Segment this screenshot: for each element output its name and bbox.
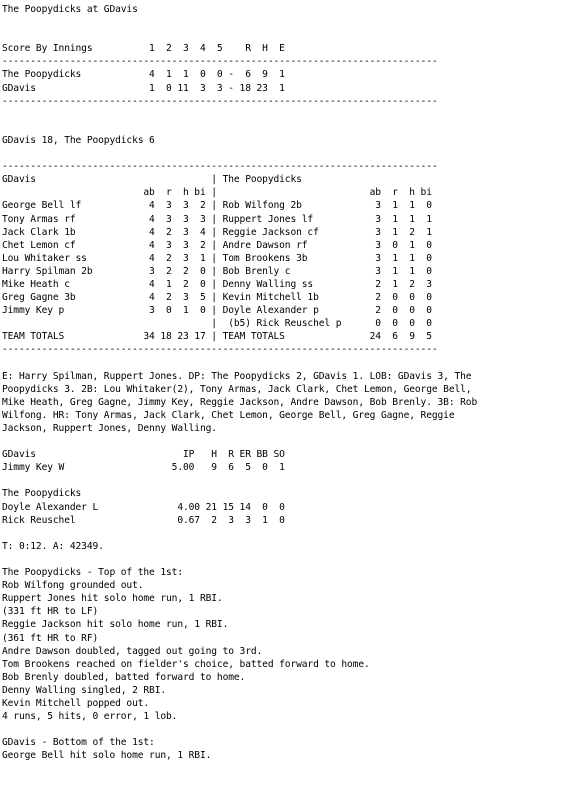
text-line: Poopydicks 3. 2B: Lou Whitaker(2), Tony Armas, Jack Clark, Chet Lemon, George Bell, [2,383,472,395]
text-line: Tony Armas rf 4 3 3 3 | Ruppert Jones lf 3 1 1 1 [2,213,432,225]
text-line: ----------------------------------------------------------------------------- [2,344,438,356]
text-line: Jackson, Ruppert Jones, Denny Walling. [2,423,217,434]
text-line: Wilfong. HR: Tony Armas, Jack Clark, Chet Lemon, George Bell, Greg Gagne, Reggie [2,409,455,421]
text-line: Bob Brenly doubled, batted forward to home. [2,671,246,683]
text-line: The Poopydicks - Top of the 1st: [2,567,183,579]
text-line: E: Harry Spilman, Ruppert Jones. DP: The Poopydicks 2, GDavis 1. LOB: GDavis 3, The [2,370,472,382]
text-line: Jimmy Key W 5.00 9 6 5 0 1 [2,462,285,474]
text-line: 4 runs, 5 hits, 0 error, 1 lob. [2,711,178,723]
text-line: ----------------------------------------------------------------------------- [2,56,438,68]
text-line [2,147,570,160]
text-line: T: 0:12. A: 42349. [2,540,104,552]
text-line: TEAM TOTALS 34 18 23 17 | TEAM TOTALS 24 6 9 5 [2,331,432,343]
text-line [2,108,570,121]
text-line: George Bell hit solo home run, 1 RBI. [2,750,212,762]
text-line: Harry Spilman 2b 3 2 2 0 | Bob Brenly c 3 1 1 0 [2,265,432,277]
text-line: George Bell lf 4 3 3 2 | Rob Wilfong 2b 3 1 1 0 [2,200,432,212]
text-line: GDavis | The Poopydicks [2,174,302,186]
text-line: Reggie Jackson hit solo home run, 1 RBI. [2,619,229,631]
text-line: Score By Innings 1 2 3 4 5 R H E [2,43,285,55]
text-line: The Poopydicks 4 1 1 0 0 - 6 9 1 [2,69,285,81]
text-line: Mike Heath c 4 1 2 0 | Denny Walling ss 2 1 2 3 [2,278,432,290]
text-line: Mike Heath, Greg Gagne, Jimmy Key, Reggie Jackson, Andre Dawson, Bob Brenly. 3B: Rob [2,396,478,408]
text-line: ab r h bi | ab r h bi [2,187,432,199]
text-line: GDavis - Bottom of the 1st: [2,737,155,749]
text-line: Doyle Alexander L 4.00 21 15 14 0 0 [2,501,285,513]
text-line: (361 ft HR to RF) [2,632,99,644]
text-line: Andre Dawson doubled, tagged out going to 3rd. [2,645,263,657]
text-line: Lou Whitaker ss 4 2 3 1 | Tom Brookens 3b 3 1 1 0 [2,252,432,264]
text-line: | (b5) Rick Reuschel p 0 0 0 0 [2,318,432,330]
text-line: Denny Walling singled, 2 RBI. [2,684,167,696]
text-line: The Poopydicks at GDavis [2,4,138,15]
text-line [2,435,570,448]
text-line [2,357,570,370]
text-line [2,527,570,540]
text-line: Jack Clark 1b 4 2 3 4 | Reggie Jackson cf 3 1 2 1 [2,226,432,238]
text-line [2,553,570,566]
text-line: The Poopydicks [2,488,82,500]
text-line [2,723,570,736]
text-line: GDavis IP H R ER BB SO [2,449,285,461]
text-line: Rick Reuschel 0.67 2 3 3 1 0 [2,514,285,526]
text-line: Greg Gagne 3b 4 2 3 5 | Kevin Mitchell 1b 2 0 0 0 [2,292,432,304]
text-line: Jimmy Key p 3 0 1 0 | Doyle Alexander p 2 0 0 0 [2,305,432,317]
text-line: ----------------------------------------------------------------------------- [2,161,438,173]
text-line [2,474,570,487]
text-line: (331 ft HR to LF) [2,606,99,618]
text-line [2,29,570,42]
text-line: Chet Lemon cf 4 3 3 2 | Andre Dawson rf 3 0 1 0 [2,239,432,251]
text-line [2,121,570,134]
text-line: Rob Wilfong grounded out. [2,580,144,592]
text-line: Ruppert Jones hit solo home run, 1 RBI. [2,593,223,605]
text-line: GDavis 1 0 11 3 3 - 18 23 1 [2,82,285,94]
text-line: GDavis 18, The Poopydicks 6 [2,134,155,146]
text-line: ----------------------------------------------------------------------------- [2,95,438,107]
text-line [2,16,570,29]
text-line: Kevin Mitchell popped out. [2,697,150,709]
text-line: Tom Brookens reached on fielder's choice, batted forward to home. [2,658,370,670]
